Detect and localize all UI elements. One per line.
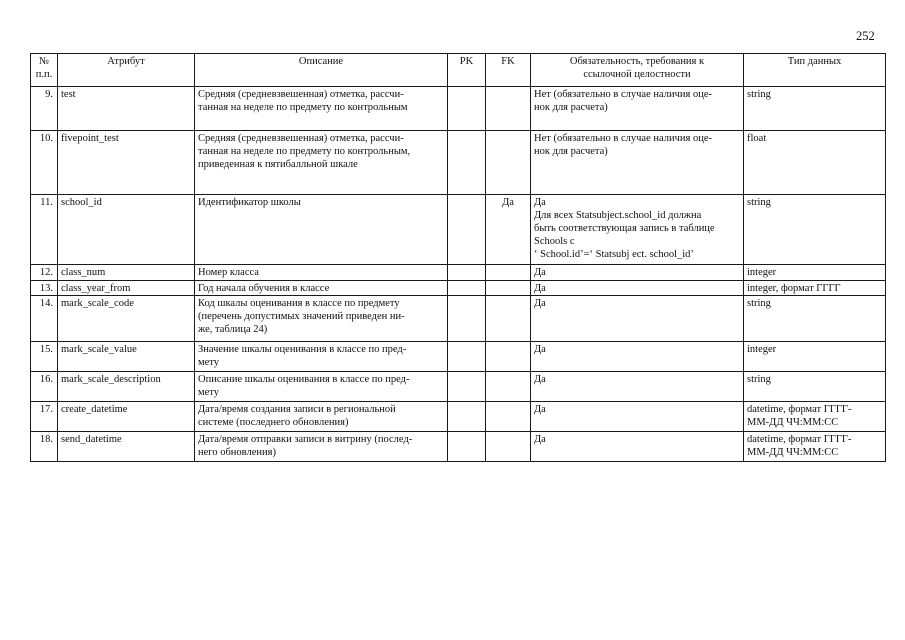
cell-num: 14. <box>31 296 58 342</box>
cell-description-line: него обновления) <box>198 447 276 458</box>
cell-description <box>195 342 448 372</box>
cell-requirement <box>531 402 744 432</box>
table-row <box>31 342 886 372</box>
cell-description <box>195 87 448 131</box>
header-pk: PK <box>448 54 486 87</box>
cell-pk <box>448 195 486 265</box>
cell-requirement-line: нок для расчета) <box>534 146 608 157</box>
cell-datatype <box>744 342 886 372</box>
cell-num: 16. <box>31 372 58 402</box>
table-row <box>31 131 886 195</box>
cell-datatype-line: string <box>747 374 771 385</box>
cell-pk <box>448 372 486 402</box>
cell-attribute: class_num <box>58 265 195 281</box>
cell-requirement-line: Да <box>534 197 546 208</box>
cell-pk <box>448 296 486 342</box>
cell-fk <box>486 402 531 432</box>
cell-fk <box>486 265 531 281</box>
cell-datatype-line: string <box>747 89 771 100</box>
cell-requirement <box>531 281 744 296</box>
table-row <box>31 87 886 131</box>
cell-requirement <box>531 372 744 402</box>
cell-requirement <box>531 265 744 281</box>
page-number: 252 <box>856 29 875 43</box>
cell-description <box>195 265 448 281</box>
cell-description-line: (перечень допустимых значений приведен ни- <box>198 311 405 322</box>
cell-description-line: Дата/время отправки записи в витрину (послед- <box>198 434 413 445</box>
cell-fk <box>486 372 531 402</box>
cell-datatype <box>744 87 886 131</box>
cell-datatype <box>744 281 886 296</box>
cell-num: 13. <box>31 281 58 296</box>
cell-datatype-line: integer <box>747 344 777 355</box>
header-attribute: Атрибут <box>58 54 195 87</box>
cell-fk <box>486 432 531 462</box>
cell-attribute: create_datetime <box>58 402 195 432</box>
cell-description-line: мету <box>198 357 220 368</box>
cell-attribute: school_id <box>58 195 195 265</box>
cell-description-line: танная на неделе по предмету по контрольным, <box>198 146 411 157</box>
cell-pk <box>448 131 486 195</box>
cell-datatype-line: integer <box>747 267 777 278</box>
cell-datatype <box>744 195 886 265</box>
table-row <box>31 372 886 402</box>
cell-fk <box>486 296 531 342</box>
cell-requirement-line: ‘ School.id’=‘ Statsubj ect. school_id’ <box>534 249 694 260</box>
cell-datatype-line: string <box>747 197 771 208</box>
cell-datatype-line: float <box>747 133 767 144</box>
table-row <box>31 281 886 296</box>
cell-description <box>195 131 448 195</box>
cell-datatype-line: ММ-ДД ЧЧ:ММ:СС <box>747 417 839 428</box>
cell-fk <box>486 281 531 296</box>
cell-description-line: мету <box>198 387 220 398</box>
cell-description-line: Идентификатор школы <box>198 197 301 208</box>
header-fk: FK <box>486 54 531 87</box>
cell-requirement <box>531 342 744 372</box>
cell-requirement-line: нок для расчета) <box>534 102 608 113</box>
cell-num: 17. <box>31 402 58 432</box>
cell-fk <box>486 342 531 372</box>
cell-datatype <box>744 432 886 462</box>
cell-description-line: Код шкалы оценивания в классе по предмету <box>198 298 400 309</box>
header-description: Описание <box>195 54 448 87</box>
cell-description-line: Дата/время создания записи в региональной <box>198 404 396 415</box>
cell-attribute: class_year_from <box>58 281 195 296</box>
table-row <box>31 296 886 342</box>
cell-num: 18. <box>31 432 58 462</box>
cell-attribute: test <box>58 87 195 131</box>
cell-datatype <box>744 131 886 195</box>
table-row <box>31 195 886 265</box>
cell-datatype-line: datetime, формат ГГГГ- <box>747 434 852 445</box>
cell-description-line: Средняя (средневзвешенная) отметка, рассчи- <box>198 89 404 100</box>
cell-requirement-line: Да <box>534 283 546 294</box>
cell-description-line: Номер класса <box>198 267 259 278</box>
cell-attribute: fivepoint_test <box>58 131 195 195</box>
cell-requirement-line: Для всех Statsubject.school_id должна <box>534 210 702 221</box>
cell-requirement-line: Да <box>534 298 546 309</box>
cell-description <box>195 195 448 265</box>
cell-requirement-line: Да <box>534 374 546 385</box>
cell-requirement <box>531 296 744 342</box>
cell-requirement-line: Да <box>534 434 546 445</box>
cell-fk: Да <box>486 195 531 265</box>
cell-attribute: mark_scale_value <box>58 342 195 372</box>
header-num: № п.п. <box>31 54 58 87</box>
cell-attribute: send_datetime <box>58 432 195 462</box>
cell-requirement-line: быть соответствующая запись в таблице <box>534 223 715 234</box>
cell-description-line: Описание шкалы оценивания в классе по пред- <box>198 374 410 385</box>
cell-requirement <box>531 195 744 265</box>
cell-description-line: танная на неделе по предмету по контрольным <box>198 102 408 113</box>
cell-attribute: mark_scale_code <box>58 296 195 342</box>
cell-num: 11. <box>31 195 58 265</box>
cell-pk <box>448 87 486 131</box>
cell-description-line: Год начала обучения в классе <box>198 283 330 294</box>
cell-requirement <box>531 432 744 462</box>
cell-pk <box>448 265 486 281</box>
cell-requirement <box>531 131 744 195</box>
table-row <box>31 402 886 432</box>
cell-datatype <box>744 296 886 342</box>
cell-description <box>195 432 448 462</box>
header-requirement: Обязательность, требования к ссылочной целостности <box>531 54 744 87</box>
cell-description-line: Средняя (средневзвешенная) отметка, рассчи- <box>198 133 404 144</box>
cell-datatype-line: string <box>747 298 771 309</box>
cell-description-line: же, таблица 24) <box>198 324 268 335</box>
cell-pk <box>448 432 486 462</box>
cell-datatype-line: datetime, формат ГГГГ- <box>747 404 852 415</box>
cell-description <box>195 281 448 296</box>
cell-requirement-line: Да <box>534 267 546 278</box>
cell-num: 12. <box>31 265 58 281</box>
cell-datatype <box>744 265 886 281</box>
cell-requirement <box>531 87 744 131</box>
cell-num: 15. <box>31 342 58 372</box>
cell-datatype-line: integer, формат ГГГГ <box>747 283 841 294</box>
cell-description-line: системе (последнего обновления) <box>198 417 349 428</box>
table-row <box>31 265 886 281</box>
cell-pk <box>448 342 486 372</box>
cell-num: 10. <box>31 131 58 195</box>
cell-requirement-line: Да <box>534 344 546 355</box>
cell-description <box>195 296 448 342</box>
cell-fk <box>486 131 531 195</box>
cell-requirement-line: Да <box>534 404 546 415</box>
attribute-spec-table <box>30 53 886 462</box>
cell-description-line: Значение шкалы оценивания в классе по пред- <box>198 344 407 355</box>
cell-datatype-line: ММ-ДД ЧЧ:ММ:СС <box>747 447 839 458</box>
table-body <box>31 87 886 462</box>
cell-requirement-line: Нет (обязательно в случае наличия оце- <box>534 133 712 144</box>
cell-datatype <box>744 372 886 402</box>
cell-requirement-line: Schools с <box>534 236 575 247</box>
cell-pk <box>448 402 486 432</box>
table-header-row <box>31 54 886 87</box>
cell-description-line: приведенная к пятибалльной шкале <box>198 159 358 170</box>
cell-description <box>195 372 448 402</box>
cell-fk <box>486 87 531 131</box>
cell-datatype <box>744 402 886 432</box>
cell-pk <box>448 281 486 296</box>
cell-num: 9. <box>31 87 58 131</box>
table-row <box>31 432 886 462</box>
header-datatype: Тип данных <box>744 54 886 87</box>
cell-attribute: mark_scale_description <box>58 372 195 402</box>
cell-description <box>195 402 448 432</box>
cell-requirement-line: Нет (обязательно в случае наличия оце- <box>534 89 712 100</box>
